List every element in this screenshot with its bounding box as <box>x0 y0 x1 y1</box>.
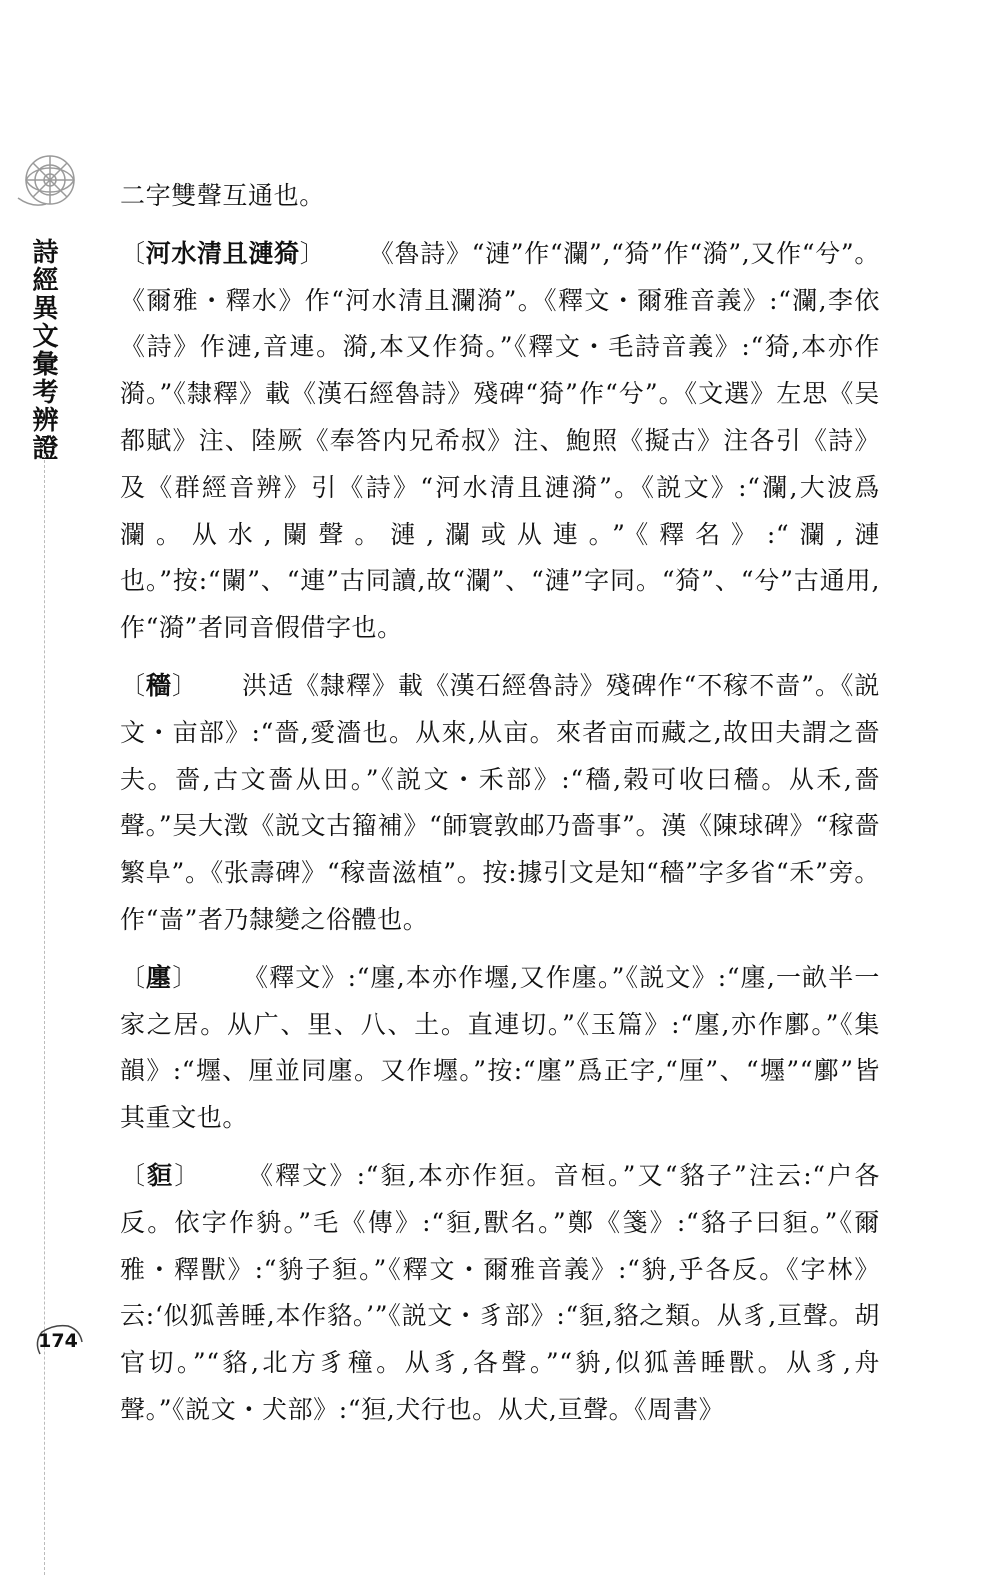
headword: 廛 <box>146 962 173 992</box>
headword: 穡 <box>145 670 172 700</box>
book-title-vertical: 詩經異文彙考辨證 <box>28 238 58 462</box>
entry-text: 二字雙聲互通也。 <box>120 181 325 210</box>
headword-bracket: 〔穡〕 <box>120 670 198 700</box>
entry <box>120 231 880 652</box>
headword-bracket: 〔廛〕 <box>120 962 199 992</box>
entry-text: 《釋文》:“廛,本亦作壥,又作廛。”《説文》:“廛,一畝半一家之居。从广、里、八、土。直連切。”《玉篇》:“廛,亦作鄽。”《集韻》:“壥、厘並同廛。又作壥。”按:“廛”爲正字,“厘”、“壥”“鄽”皆其重文也。 <box>120 962 881 1133</box>
entry <box>120 1153 880 1434</box>
headword: 河水清且漣猗 <box>145 238 300 268</box>
entry-text: 《釋文》:“貆,本亦作狟。音桓。”又“貉子”注云:“户各反。依字作貈。”毛《傳》:“貆,獸名。”鄭《箋》:“貉子曰貆。”《爾雅・釋獸》:“貈子貆。”《釋文・爾雅音義》:“貈,乎各反。《字林》云:‘似狐善睡,本作貉。’”《説文・豸部》:“貆,貉之類。从豸,亘聲。胡官切。”“貉,北方豸穜。从豸,各聲。”“貈,似狐善睡獸。从豸,舟聲。”《説文・犬部》:“狟,犬行也。从犬,亘聲。《周書》 <box>120 1160 880 1424</box>
margin-divider <box>44 455 46 1575</box>
page-number-badge <box>32 1322 84 1362</box>
page-number: 174 <box>38 1330 78 1352</box>
main-text <box>120 173 880 1434</box>
entry <box>120 663 880 944</box>
entry-text: 《魯詩》“漣”作“瀾”,“猗”作“漪”,又作“兮”。《爾雅・釋水》作“河水清且瀾漪”。《釋文・爾雅音義》:“瀾,李依《詩》作漣,音連。漪,本又作猗。”《釋文・毛詩音義》:“猗,本亦作漪。”《隸釋》載《漢石經魯詩》殘碑“猗”作“兮”。《文選》左思《吴都賦》注、陸厥《奉答内兄希叔》注、鮑照《擬古》注各引《詩》及《群經音辨》引《詩》“河水清且漣漪”。《説文》:“瀾,大波爲瀾。从水,闌聲。漣,瀾或从連。”《釋名》:“瀾,漣也。”按:“闌”、“連”古同讀,故“瀾”、“漣”字同。“猗”、“兮”古通用,作“漪”者同音假借字也。 <box>120 238 880 643</box>
entry-text: 洪适《隸釋》載《漢石經魯詩》殘碑作“不稼不啬”。《説文・亩部》:“嗇,愛濇也。从來,从亩。來者亩而藏之,故田夫謂之嗇夫。嗇,古文嗇从田。”《説文・禾部》:“穡,榖可收曰穡。从禾,嗇聲。”吴大澂《説文古籀補》“師寰敦邮乃嗇事”。漢《陳球碑》“稼嗇繁阜”。《张壽碑》“稼啬滋植”。按:據引文是知“穡”字多省“禾”旁。作“啬”者乃隸變之俗體也。 <box>120 670 880 934</box>
ornament-icon <box>12 146 94 216</box>
headword-bracket: 〔貆〕 <box>120 1160 202 1190</box>
continued-paragraph <box>120 173 880 220</box>
headword-bracket: 〔河水清且漣猗〕 <box>120 238 326 268</box>
headword: 貆 <box>147 1160 175 1190</box>
entry <box>120 955 880 1142</box>
